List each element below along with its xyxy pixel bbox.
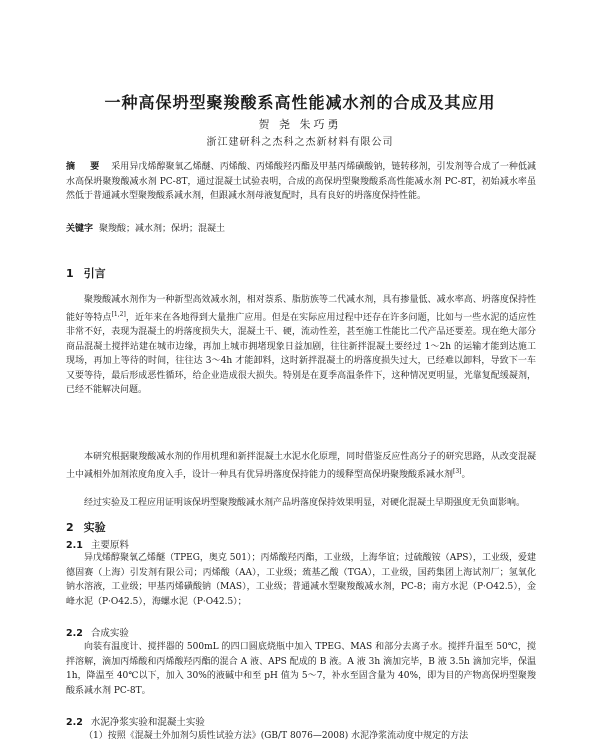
paper-title: 一种高保坍型聚羧酸系高性能减水剂的合成及其应用: [104, 93, 496, 112]
citation-1: [1,2]: [111, 310, 126, 318]
section-1-paragraph-1: [66, 293, 536, 398]
section-2-number: 2: [66, 521, 74, 534]
section-1-title: 引言: [83, 267, 106, 280]
section-1-p2-text-a: 本研究根据聚羧酸减水剂的作用机理和新拌混凝土水泥水化原理，同时借鉴反应性高分子的研究思路，从改变混凝土中减相外加剂浓度角度入手，设计一种具有优异坍落度保持能力的缓释型高保坍聚羧酸系减水剂: [66, 452, 536, 480]
subsection-2-3-heading: [66, 714, 205, 728]
abstract-label: 摘 要: [66, 162, 106, 172]
subsection-2-2-number: 2.2: [66, 628, 83, 639]
citation-2: [3]: [453, 467, 462, 475]
subsection-2-1-title: 主要原料: [90, 540, 129, 551]
section-1-heading: [66, 265, 106, 281]
abstract-text: 采用异戊烯醇聚氧乙烯醚、丙烯酸、丙烯酸羟丙酯及甲基丙烯磺酸钠，链转移剂，引发剂等合成了一种低减水高保坍聚羧酸减水剂 PC-8T，通过混凝土试验表明，合成的高保坍型聚羧酸系高性能减水剂 PC-8T，初始减水率虽然低于普通减水型聚羧酸系减水剂，但跟减水剂母液复配时，具有良好的坍落度保持性能。: [66, 162, 536, 201]
authors: 贺 尧 朱巧勇: [258, 118, 342, 131]
subsection-2-2-paragraph: 向装有温度计、搅拌器的 500mL 的四口圆底烧瓶中加入 TPEG、MAS 和部分去离子水。搅拌升温至 50℃，搅拌溶解，滴加丙烯酸和丙烯酸羟丙酯的混合 A 液、APS 配成的 B 液。A 液 3h 滴加完毕，B 液 3.5h 滴加完毕，保温 1h，降温至 40℃以下，加入 30%的液碱中和至 pH 值为 5～7，补水至固含量为 40%，即为目的产物高保坍型聚羧酸系减水剂 PC-8T。: [66, 642, 536, 696]
section-2-heading: [66, 519, 106, 535]
subsection-2-2-heading: [66, 625, 129, 639]
keywords-label: 关键字: [66, 224, 94, 234]
section-1-paragraph-2: [66, 450, 536, 482]
subsection-2-3-number: 2.2: [66, 717, 83, 728]
section-1-p2-text-b: 。: [461, 469, 471, 480]
section-1-number: 1: [66, 267, 74, 280]
section-1-p1-text-a: 聚羧酸减水剂作为一种新型高效减水剂，相对萘系、脂肪族等二代减水剂，具有掺量低、减水率高、坍落度保持性能好等特点: [66, 295, 536, 323]
abstract: [66, 160, 536, 204]
subsection-2-3-title: 水泥净浆实验和混凝土实验: [90, 717, 205, 728]
keywords: [66, 222, 536, 237]
subsection-2-1-heading: [66, 537, 129, 551]
section-1-p1-text-b: ，近年来在各地得到大量推广应用。但是在实际应用过程中还存在许多问题，比如与一些水泥的适应性非常不好，表现为混凝土的坍落度损失大，混凝土干、硬，流动性差，甚至施工性能比二代产品还要差。现在绝大部分商品混凝土搅拌站建在城市边缘，再加上城市拥堵现象日益加剧，往往新拌混凝土要经过 1～2h 的运输才能到达施工现场，再加上等待的时间，往往达 3～4h 才能卸料，这时新拌混凝土的坍落度损失过大，已经难以卸料，导致下一车又要等待，最后形成恶性循环，给企业造成很大损失。特别是在夏季高温条件下，这种情况更明显，光靠复配缓凝剂，已经不能解决问题。: [66, 312, 536, 395]
section-2-title: 实验: [83, 521, 106, 534]
section-1-paragraph-3: 经过实验及工程应用证明该保坍型聚羧酸减水剂产品坍落度保持效果明显，对硬化混凝土早期强度无负面影响。: [84, 498, 526, 508]
subsection-2-3-paragraph: （1）按照《混凝土外加剂匀质性试验方法》(GB/T 8076—2008) 水泥净浆流动度中规定的方法: [84, 731, 469, 741]
affiliation: 浙江建研科之杰科之杰新材料有限公司: [206, 137, 394, 148]
subsection-2-1-number: 2.1: [66, 540, 83, 551]
keywords-text: 聚羧酸；减水剂；保坍；混凝土: [99, 224, 226, 234]
subsection-2-1-paragraph: 异戊烯醇聚氧乙烯醚（TPEG，奥克 501）；丙烯酸羟丙酯，工业级，上海华谊；过硫酸铵（APS），工业级，爱建德固赛（上海）引发剂有限公司；丙烯酸（AA），工业级；巯基乙酸（TGA），工业级，国药集团上海试剂厂；氢氧化钠水溶液，工业级；甲基丙烯磺酸钠（MAS），工业级；普通减水型聚羧酸减水剂，PC-8；南方水泥（P·O42.5），金峰水泥（P·O42.5），海螺水泥（P·O42.5）；: [66, 553, 536, 607]
subsection-2-2-title: 合成实验: [90, 628, 129, 639]
